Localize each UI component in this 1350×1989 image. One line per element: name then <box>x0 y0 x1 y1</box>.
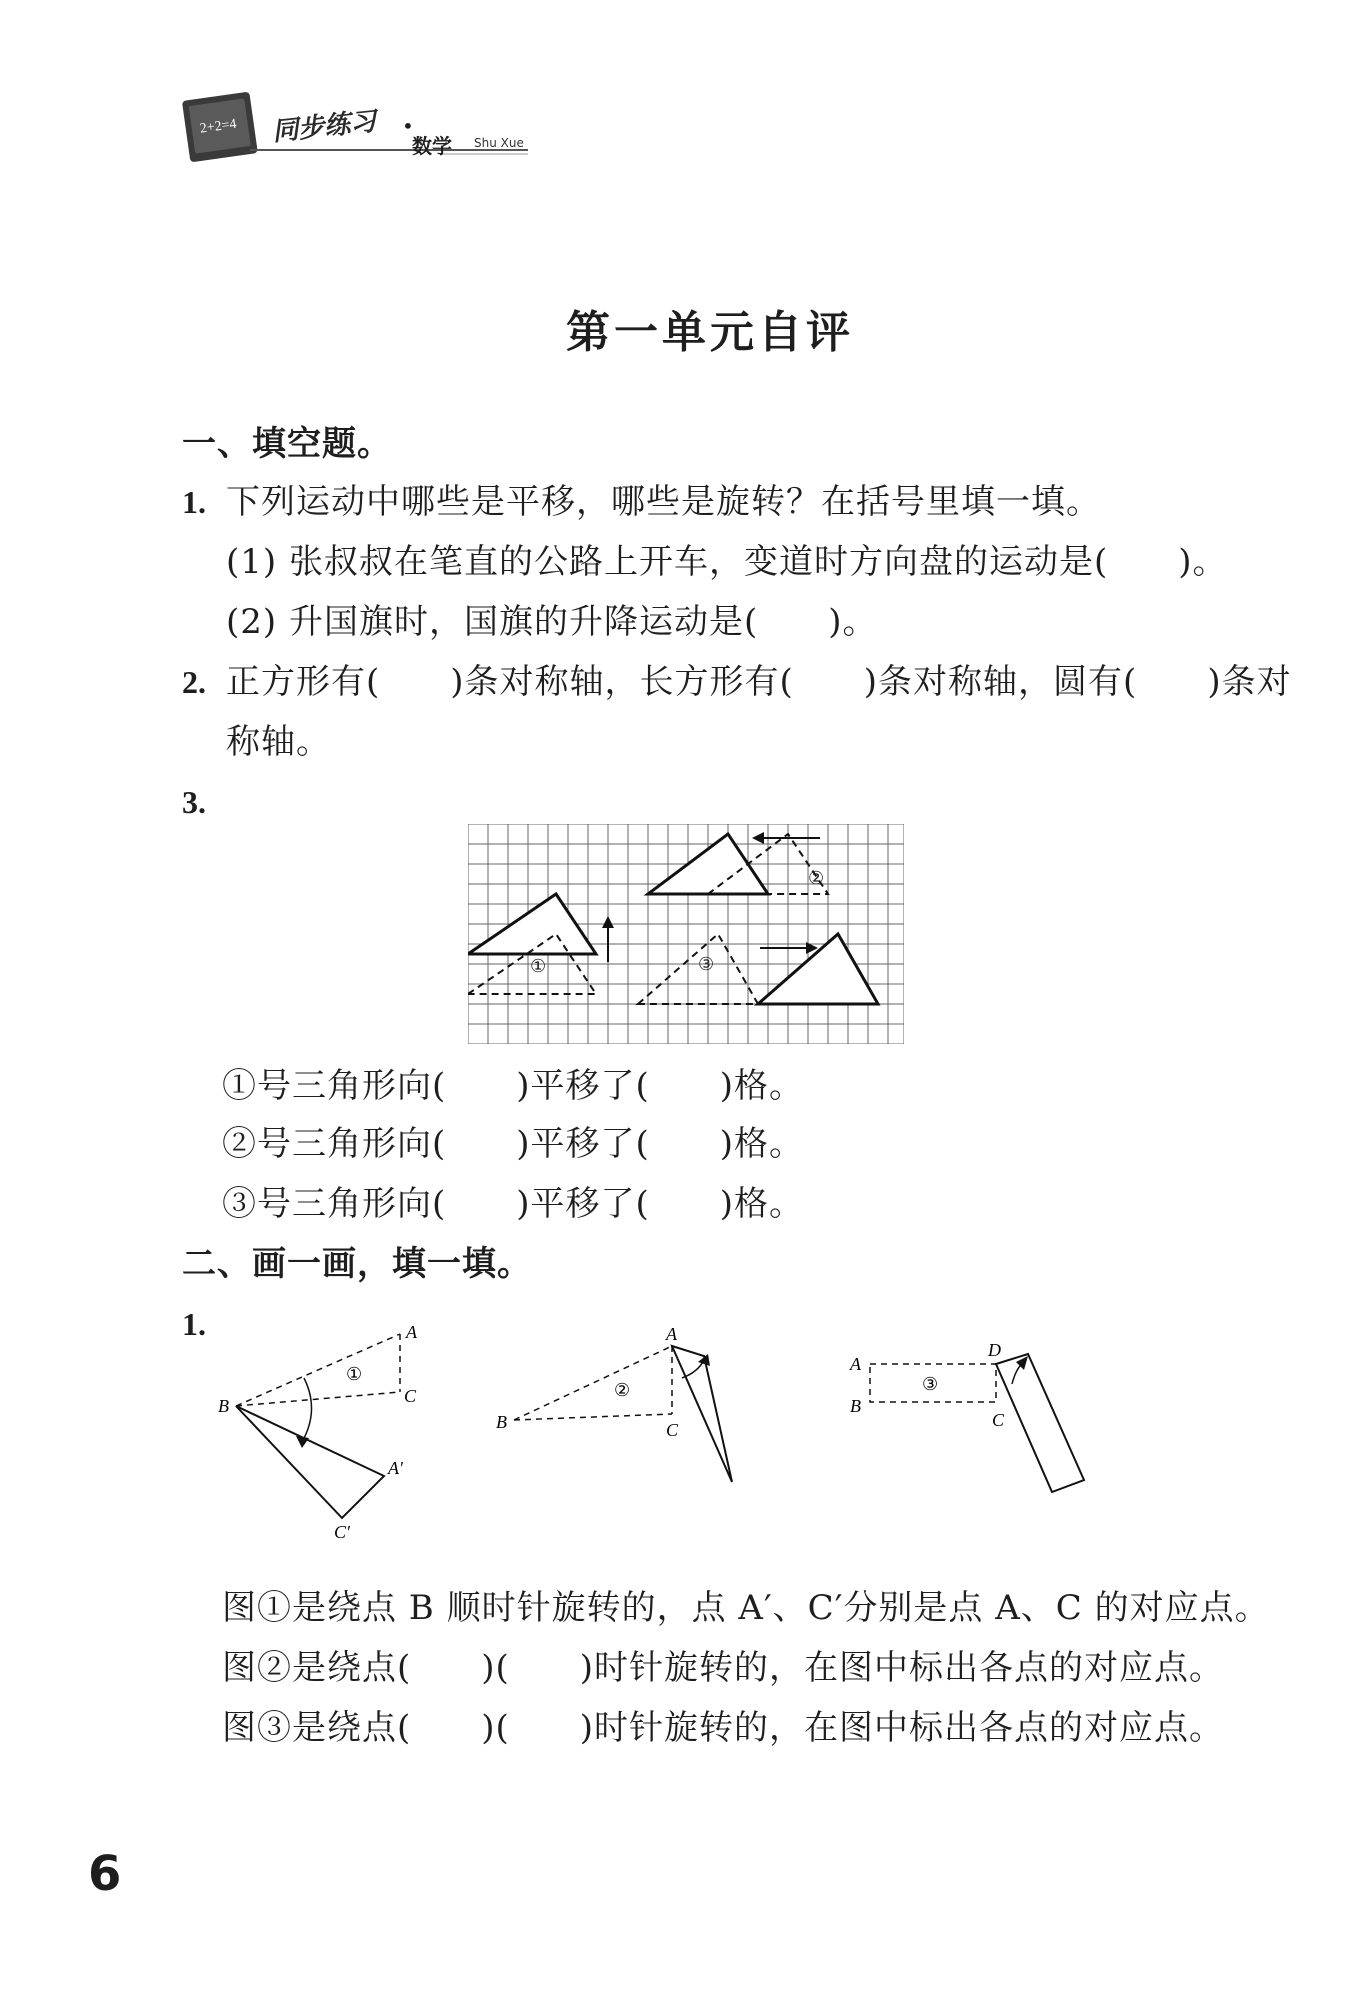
q1-number: 1. <box>182 484 206 520</box>
q3-line-1: ①号三角形向( )平移了( )格。 <box>222 1066 805 1106</box>
page-title: 第一单元自评 <box>566 307 854 358</box>
arrow-up-icon <box>602 916 614 928</box>
pinyin-label: Shu Xue <box>474 136 524 150</box>
q1-sub2: (2) 升国旗时，国旗的升降运动是( )。 <box>226 602 878 642</box>
q2-line2: 称轴。 <box>226 722 331 762</box>
figure-1 <box>236 1334 400 1518</box>
f1-label-circle: ① <box>346 1364 363 1384</box>
f3-label-D: D <box>988 1340 1001 1360</box>
f2-label-A: A <box>666 1324 677 1344</box>
label-circle-1: ① <box>530 956 547 976</box>
f1-label-A: A <box>406 1322 417 1342</box>
header-logo <box>180 88 540 166</box>
figure-2 <box>514 1346 732 1482</box>
f3-label-C: C <box>992 1410 1005 1430</box>
label-circle-3: ③ <box>698 954 715 974</box>
label-circle-2: ② <box>808 868 825 888</box>
q2-number: 2. <box>182 664 206 700</box>
translation-grid-figure <box>468 824 904 1044</box>
f1-label-C-prime: C′ <box>334 1522 350 1542</box>
s2-line-1: 图①是绕点 B 顺时针旋转的，点 A′、C′分别是点 A、C 的对应点。 <box>222 1588 1270 1628</box>
rotation-arrow-icon <box>296 1436 309 1448</box>
arrow-left-icon <box>752 832 764 844</box>
q1-text: 下列运动中哪些是平移，哪些是旋转？在括号里填一填。 <box>226 482 1101 522</box>
s2-q1-number: 1. <box>182 1306 206 1342</box>
series-label: 同步练习 <box>270 106 378 148</box>
f3-label-A: A <box>850 1354 861 1374</box>
q3-number: 3. <box>182 784 206 820</box>
f1-label-C: C <box>404 1386 417 1406</box>
q3-line-3: ③号三角形向( )平移了( )格。 <box>222 1184 805 1224</box>
s2-line-2: 图②是绕点( )( )时针旋转的，在图中标出各点的对应点。 <box>222 1648 1225 1688</box>
f2-label-C: C <box>666 1420 679 1440</box>
f3-label-B: B <box>850 1396 861 1416</box>
q3-line-2: ②号三角形向( )平移了( )格。 <box>222 1124 805 1164</box>
f2-label-circle: ② <box>614 1380 631 1400</box>
subject-label: 数学 <box>412 134 452 158</box>
s2-line-3: 图③是绕点( )( )时针旋转的，在图中标出各点的对应点。 <box>222 1708 1225 1748</box>
dot-icon: • <box>402 114 414 138</box>
f1-label-A-prime: A′ <box>388 1458 403 1478</box>
section2-heading: 二、画一画，填一填。 <box>182 1244 532 1284</box>
board-text: 2+2=4 <box>198 116 238 137</box>
section1-heading: 一、填空题。 <box>182 424 392 464</box>
figure-3 <box>870 1354 1084 1492</box>
f2-label-B: B <box>496 1412 507 1432</box>
f3-label-circle: ③ <box>922 1374 939 1394</box>
page-number: 6 <box>88 1846 122 1902</box>
rotation-figures <box>210 1310 1110 1550</box>
q2-line1: 正方形有( )条对称轴，长方形有( )条对称轴，圆有( )条对 <box>226 662 1292 702</box>
f1-label-B: B <box>218 1396 229 1416</box>
q1-sub1: (1) 张叔叔在笔直的公路上开车，变道时方向盘的运动是( )。 <box>226 542 1228 582</box>
